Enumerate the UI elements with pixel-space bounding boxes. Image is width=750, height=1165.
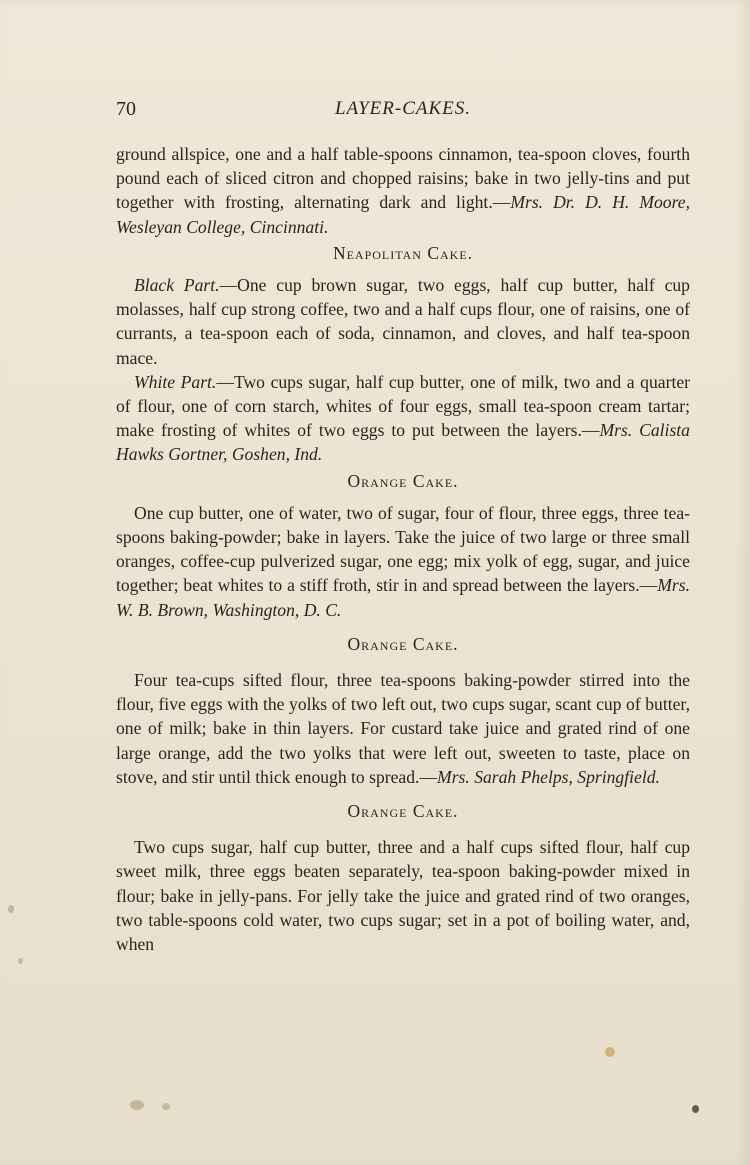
paper-speck [692, 1105, 699, 1113]
paragraph-orange-cake-3 [116, 835, 690, 956]
paragraph-orange-cake-1 [116, 501, 690, 622]
paragraph-continued [116, 142, 690, 239]
paper-speck [18, 958, 23, 964]
paragraph-text: One cup butter, one of water, two of sugar, four of flour, three eggs, three tea-spoons baking-powder; bake in layers. Take the juice of two large or three small oranges, coffee-cup pulverized sugar, one egg; mix yolk of egg, sugar, and juice together; beat whites to a stiff froth, stir in and spread between the layers.— [116, 502, 690, 596]
paragraph-text: ground allspice, one and a half table-spoons cinnamon, tea-spoon cloves, fourth pound each of sliced citron and chopped raisins; bake in two jelly-tins and put together with frosting, alternating dark and light.— [116, 144, 690, 213]
recipe-title-orange-cake-3: Orange Cake. [347, 801, 459, 822]
paragraph-text: —Two cups sugar, half cup butter, one of milk, two and a quarter of flour, one of corn starch, whites of four eggs, small tea-spoon cream tartar; make frosting of whites of two eggs to put between the layers.— [116, 371, 690, 441]
paper-speck [130, 1100, 144, 1110]
page-content [116, 142, 690, 956]
attribution: Mrs. Calista Hawks Gortner, Goshen, Ind. [116, 420, 690, 465]
paragraph-label: White Part. [134, 371, 217, 392]
paper-speck [162, 1103, 170, 1110]
paragraph-text: Two cups sugar, half cup butter, three and a half cups sifted flour, half cup sweet milk, three eggs beaten separately, tea-spoon baking-powder mixed in flour; bake in jelly-pans. For jelly take the juice and grated rind of two oranges, two table-spoons cold water, two cups sugar; set in a pot of boiling water, and, when [116, 837, 690, 955]
page-number: 70 [116, 98, 136, 120]
recipe-title-orange-cake-1: Orange Cake. [347, 470, 459, 491]
paper-speck [605, 1047, 615, 1057]
recipe-title-neapolitan-cake: Neapolitan Cake. [332, 242, 474, 263]
attribution: Mrs. Sarah Phelps, Springfield. [437, 766, 660, 787]
page-header [116, 98, 690, 124]
paragraph-white-part [116, 370, 690, 467]
attribution: Mrs. W. B. Brown, Washington, D. C. [116, 575, 690, 620]
paragraph-text: —One cup brown sugar, two eggs, half cup butter, half cup molasses, half cup strong coffee, two and a half cups flour, one of raisins, one of currants, a tea-spoon each of soda, cinnamon, and cloves, and half tea-spoon mace. [116, 275, 690, 368]
paragraph-text: Four tea-cups sifted flour, three tea-spoons baking-powder stirred into the flour, five eggs with the yolks of two left out, two cups sugar, scant cup of butter, one of milk; bake in thin layers. For custard take juice and grated rind of one large orange, add the two yolks that were left out, sweeten to taste, place on stove, and stir until thick enough to spread.— [116, 670, 690, 787]
paper-speck [8, 905, 14, 913]
recipe-title-orange-cake-2: Orange Cake. [347, 633, 459, 654]
paragraph-label: Black Part. [134, 275, 220, 296]
running-head: LAYER-CAKES. [334, 98, 472, 119]
paragraph-orange-cake-2 [116, 668, 690, 789]
paragraph-black-part [116, 273, 690, 370]
attribution: Mrs. Dr. D. H. Moore, Wesleyan College, Cincinnati. [116, 192, 690, 237]
